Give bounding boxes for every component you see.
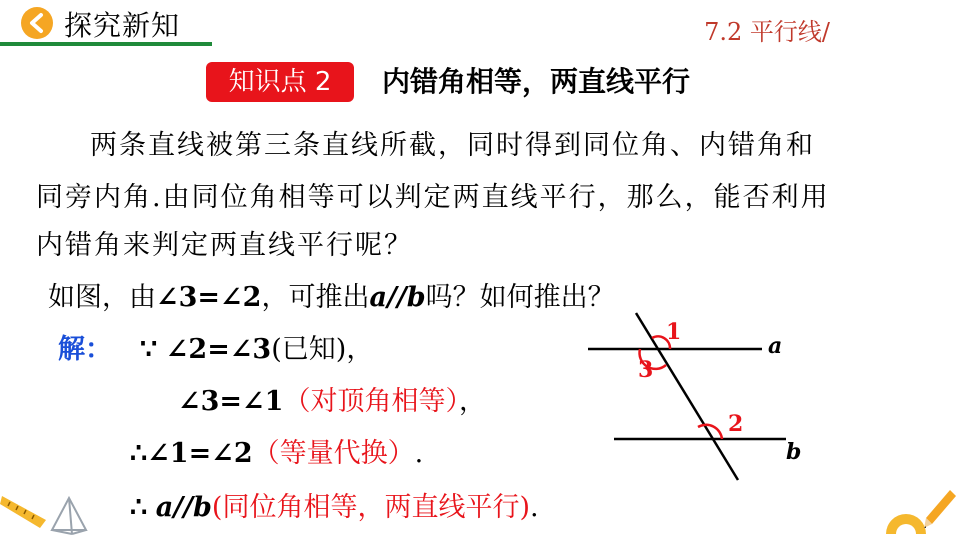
intro-line-3 [36,220,413,272]
intro-text-1: 两条直线被第三条直线所截，同时得到同位角、内错角和 [90,130,815,161]
parallel-lines-diagram [580,305,810,490]
intro-line-2 [36,172,830,224]
step2-end: ， [458,386,486,417]
question-line-a: a [369,282,387,313]
intro-line-1 [90,120,815,172]
solution-step-2 [178,382,486,422]
therefore-symbol: ∴ [130,438,148,469]
question-line-b: b [406,282,426,313]
step4-parallel-sign: // [173,492,194,523]
intro-text-3: 内错角来判定两直线平行呢？ [36,230,413,261]
step1-end: ， [346,334,374,365]
line-b-label: b [786,439,802,465]
step3-expression: ∠1=∠2 [147,438,253,469]
solution-label: 解： [58,334,112,365]
therefore-symbol: ∴ [130,492,148,523]
back-icon[interactable] [20,6,54,40]
pencil-icon [922,488,958,532]
step4-line-a: a [155,492,174,523]
solution-step-3 [130,434,423,474]
knowledge-point-title: 内错角相等，两直线平行 [382,65,691,98]
intro-text-2: 同旁内角.由同位角相等可以判定两直线平行，那么，能否利用 [36,182,830,213]
step4-end: . [529,492,539,523]
step4-reason: (同位角相等，两直线平行) [211,492,530,523]
line-a-label: a [768,333,783,359]
angle-1-label: 1 [666,319,682,345]
angle-2-label: 2 [728,411,744,437]
step1-reason: (已知) [271,334,347,365]
ruler-icon [0,490,48,530]
angle-3-label: 3 [638,357,654,383]
step4-line-b: b [193,492,212,523]
step2-reason: （对顶角相等） [283,386,459,417]
header-underline [0,42,212,46]
question-condition: ∠3=∠2 [156,282,262,313]
lesson-title: 7.2 平行线/ [704,18,830,46]
knowledge-point-badge: 知识点 2 [206,62,354,102]
question-mid: ，可推出 [261,282,370,313]
step1-expression: ∠2=∠3 [165,334,272,365]
solution-step-4 [130,488,539,528]
section-title: 探究新知 [64,9,181,42]
transversal-line [636,313,738,480]
because-symbol: ∵ [140,334,158,365]
question-prefix: 如图，由 [48,282,156,313]
step3-reason: （等量代换） [252,438,415,469]
step2-expression: ∠3=∠1 [178,386,284,417]
solution-step-1 [140,330,373,370]
question-parallel-sign: // [386,282,407,313]
question-suffix: 吗？如何推出？ [425,282,615,313]
pyramid-icon [48,496,90,536]
question-line [48,278,615,318]
step3-end: . [414,438,424,469]
